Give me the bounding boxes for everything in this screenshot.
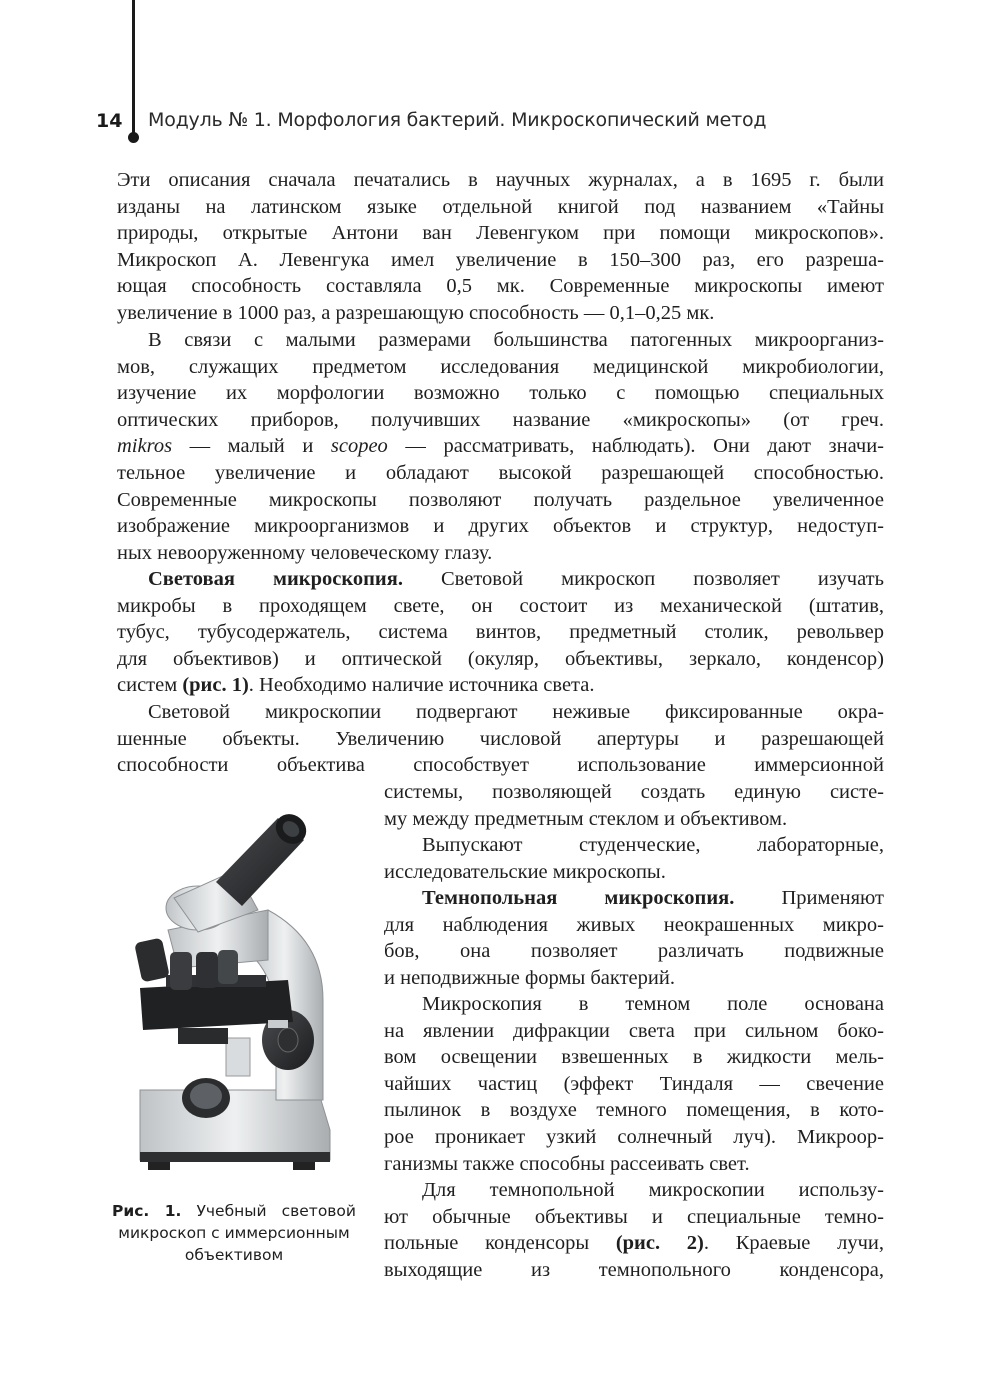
header-dot [128, 132, 139, 143]
text-line: для наблюдения живых неокрашенных микро- [384, 913, 884, 936]
text-line: Микроскоп А. Левенгука имел увеличение в 150–300 раз, его разреша- [117, 248, 884, 271]
paragraph-7 [384, 991, 884, 1177]
text-line: шенные объекты. Увеличению числовой апертуры и разрешающей [117, 727, 884, 750]
greek-term: mikros [117, 435, 173, 458]
text-line: выходящие из темнопольного конденсора, [384, 1258, 884, 1281]
microscope-image [118, 790, 358, 1190]
text-line: пылинок в воздухе темного помещения, в кото- [384, 1099, 884, 1122]
text-line: Выпускают студенческие, лабораторные, [422, 834, 884, 856]
caption-label: Рис. 1. [112, 1202, 182, 1220]
text-line: Для темнопольной микроскопии использу- [422, 1179, 884, 1201]
paragraph-2 [117, 327, 884, 566]
text-line: Темнопольная микроскопия. Применяют [422, 887, 884, 909]
text-line: и неподвижные формы бактерий. [384, 966, 675, 989]
text-line: мов, служащих предметом исследования медицинской микробиологии, [117, 355, 884, 378]
section-heading: Темнопольная микроскопия. [422, 887, 735, 909]
paragraph-4-continued [384, 779, 884, 832]
text-line: вом освещении взвешенных в жидкости мель- [384, 1046, 884, 1069]
text-line: Микроскопия в темном поле основана [422, 993, 884, 1015]
caption-line: микроскоп с иммерсионным [118, 1224, 350, 1242]
running-title: Модуль № 1. Морфология бактерий. Микроскопический метод [148, 109, 767, 131]
greek-term: scopeo [330, 435, 388, 458]
text-line: чайших частиц (эффект Тиндаля — свечение [384, 1072, 884, 1095]
paragraph-6 [384, 885, 884, 991]
page-number: 14 [96, 110, 123, 132]
text-line: рое проникает узкий солнечный луч). Микроор- [384, 1125, 884, 1148]
text-line: тубус, тубусодержатель, система винтов, предметный столик, револьвер [117, 621, 884, 644]
text-line: исследовательские микроскопы. [384, 860, 666, 883]
paragraph-3 [117, 566, 884, 699]
paragraph-1 [117, 167, 884, 327]
paragraph-8 [384, 1177, 884, 1283]
section-heading: Световая микроскопия. [148, 568, 403, 590]
text-line: польные конденсоры (рис. 2). Краевые лучи, [384, 1232, 885, 1255]
paragraph-4 [117, 699, 884, 779]
text-line: системы, позволяющей создать единую систе- [384, 781, 884, 803]
text-line: изучение их морфологии возможно только с помощью специальных [117, 382, 884, 405]
text-line: бов, она позволяет различать подвижные [384, 940, 884, 963]
text-line: Эти описания сначала печатались в научных журналах, а в 1695 г. были [117, 169, 884, 191]
text-line: увеличение в 1000 раз, а разрешающую способность — 0,1–0,25 мк. [117, 301, 715, 324]
paragraph-5 [384, 832, 884, 885]
text-line: ганизмы также способны рассеивать свет. [384, 1152, 750, 1175]
figure-caption: Рис. 1. Учебный световой микроскоп с иммерсионным объективом [112, 1202, 356, 1264]
microscope-figure [118, 790, 358, 1190]
text-line: способности объектива способствует использование иммерсионной [117, 754, 884, 777]
figure-reference: (рис. 1) [182, 674, 249, 697]
text-line: ющая способность составляла 0,5 мк. Современные микроскопы имеют [117, 275, 884, 298]
text-line: изданы на латинском языке отдельной книгой под названием «Тайны [117, 195, 884, 218]
text-line: Световая микроскопия. Световой микроскоп позволяет изучать [148, 568, 884, 590]
text-line: микробы в проходящем свете, он состоит из механической (штатив, [117, 594, 884, 617]
text-line: Современные микроскопы позволяют получать раздельное увеличенное [117, 488, 884, 511]
caption-line: объективом [184, 1246, 284, 1264]
figure-reference: (рис. 2) [615, 1232, 704, 1255]
text-line: ных невооруженному человеческому глазу. [117, 541, 493, 564]
text-line: природы, открытые Антони ван Левенгуком при помощи микроскопов». [117, 222, 884, 245]
text-line: оптических приборов, получивших название «микроскопы» (от греч. [117, 408, 884, 431]
text-line: для объективов) и оптической (окуляр, объективы, зеркало, конденсор) [117, 647, 884, 670]
text-line: изображение микроорганизмов и других объектов и структур, недоступ- [117, 515, 884, 538]
text-line: mikros — малый и scopeo — рассматривать, наблюдать). Они дают значи- [117, 435, 884, 458]
text-line: на явлении дифракции света при сильном боко- [384, 1019, 884, 1042]
text-line: ют обычные объективы и специальные темно- [384, 1205, 884, 1228]
text-line: Световой микроскопии подвергают неживые фиксированные окра- [148, 701, 884, 723]
text-line: му между предметным стеклом и объективом. [384, 807, 788, 830]
text-line: систем (рис. 1). Необходимо наличие источника света. [117, 674, 595, 697]
header-rule [132, 0, 135, 138]
text-line: тельное увеличение и обладают высокой разрешающей способностью. [117, 461, 884, 484]
text-line: В связи с малыми размерами большинства патогенных микроорганиз- [148, 329, 884, 351]
